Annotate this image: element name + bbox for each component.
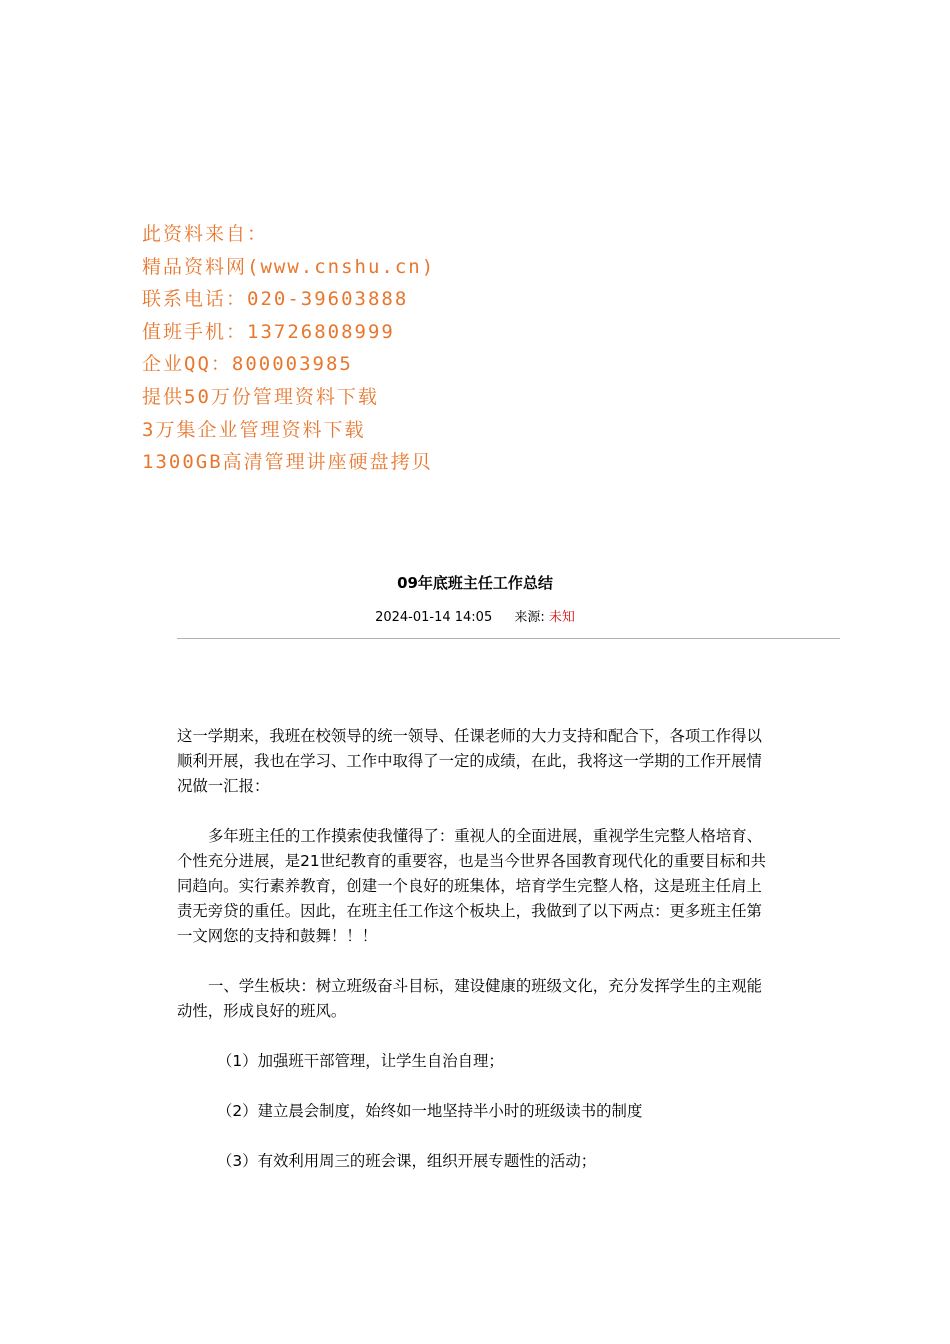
promo-line: 精品资料网(www.cnshu.cn) — [142, 255, 436, 278]
title-divider — [177, 638, 840, 639]
promo-line: 3万集企业管理资料下载 — [142, 418, 366, 441]
article-meta — [0, 606, 950, 625]
promo-line: 提供50万份管理资料下载 — [142, 385, 379, 408]
promo-block — [142, 218, 435, 479]
promo-line: 联系电话：020-39603888 — [142, 288, 409, 311]
article-title: 09年底班主任工作总结 — [397, 574, 553, 592]
promo-line: 值班手机：13726808999 — [142, 320, 395, 343]
promo-line: 企业QQ：800003985 — [142, 353, 353, 376]
source-label: 来源: — [514, 610, 545, 625]
body-paragraph: 这一学期来，我班在校领导的统一领导、任课老师的大力支持和配合下，各项工作得以顺利开展，我也在学习、工作中取得了一定的成绩，在此，我将这一学期的工作开展情况做一汇报： — [177, 727, 762, 795]
article-datetime: 2024-01-14 14:05 — [375, 610, 493, 625]
promo-line: 此资料来自： — [142, 223, 269, 245]
promo-line: 1300GB高清管理讲座硬盘拷贝 — [142, 451, 433, 474]
article-body — [177, 724, 777, 1199]
source-value: 未知 — [548, 610, 575, 625]
body-paragraph: 一、学生板块：树立班级奋斗目标，建设健康的班级文化，充分发挥学生的主观能动性，形成良好的班风。 — [177, 977, 763, 1020]
list-item: （1）加强班干部管理，让学生自治自理； — [217, 1052, 504, 1070]
list-item: （3）有效利用周三的班会课，组织开展专题性的活动； — [217, 1152, 597, 1170]
list-item: （2）建立晨会制度，始终如一地坚持半小时的班级读书的制度 — [217, 1102, 643, 1120]
body-paragraph: 多年班主任的工作摸索使我懂得了：重视人的全面进展，重视学生完整人格培育、个性充分进展，是21世纪教育的重要容，也是当今世界各国教育现代化的重要目标和共同趋向。实行素养教育，创建一个良好的班集体，培育学生完整人格，这是班主任肩上责无旁贷的重任。因此，在班主任工作这个板块上，我做到了以下两点：更多班主任第一文网您的支持和鼓舞！！！ — [177, 827, 767, 945]
